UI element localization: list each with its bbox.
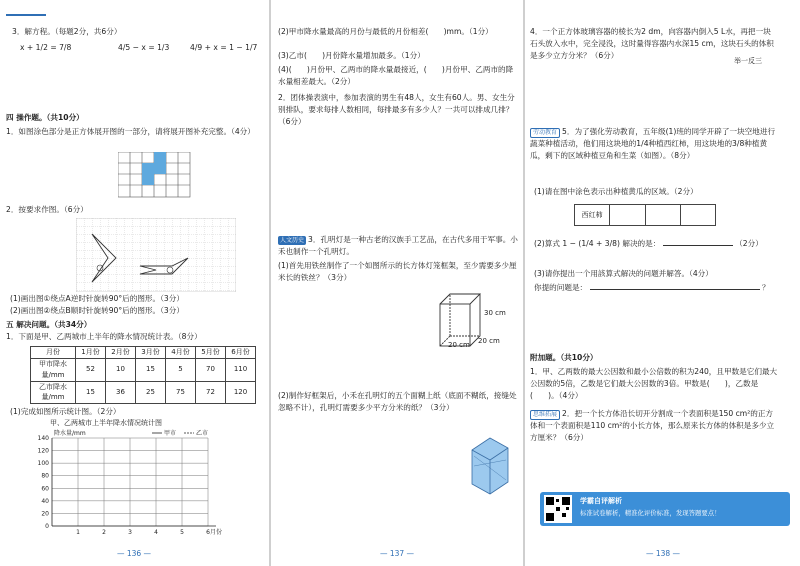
problem-q1-part2: (2)甲市降水量最高的月份与最低的月份相差( )mm。（1分） (278, 27, 493, 36)
problem-q5 (530, 126, 778, 162)
problem-q3-text: 3．孔明灯是一种古老的汉族手工艺品，在古代多用于军事。小禾也制作一个孔明灯。 (278, 235, 518, 256)
y-tick-label: 0 (45, 523, 49, 530)
problem-q5-part2 (534, 238, 782, 250)
problem-q3 (278, 234, 518, 258)
answer-line (663, 245, 733, 246)
operation-q2-part1: (1)画出图①绕点A逆时针旋转90°后的图形。（3分） (10, 294, 184, 303)
cube-net-grid (118, 152, 192, 198)
y-tick-label: 120 (37, 447, 49, 455)
x-tick-label: 3 (128, 529, 132, 536)
equation-1: x + 1/2 = 7/8 (20, 43, 72, 52)
problem-q1-part4: (4)( )月份甲、乙两市的降水量最接近，( )月份甲、乙两市的降水量相差最大。（2分） (278, 65, 514, 86)
problem-q2: 2．团体操表演中，参加表演的男生有48人，女生有60人。男、女生分别排队，要求每排人数相同，每排最多有多少人？一共可以排成几排？（6分） (278, 93, 515, 126)
table-row (31, 358, 256, 381)
table-cell: 15 (76, 381, 106, 404)
equation-3: 4/9 + x = 1 − 1/7 (190, 43, 258, 52)
dimension-width: 20 cm (478, 337, 500, 345)
lantern-illustration (468, 436, 512, 498)
table-header-cell: 6月份 (226, 347, 256, 359)
banner-text: 标准试卷解析，精准化评价标准，发现答题要点！ (580, 509, 721, 517)
table-cell: 36 (106, 381, 136, 404)
answer-line (590, 289, 760, 290)
self-evaluation-banner[interactable] (540, 492, 790, 526)
dimension-height: 30 cm (484, 309, 506, 317)
cube-net-face-4 (142, 174, 154, 185)
land-cell: 西红柿 (575, 205, 610, 225)
operation-q1: 1．如图涂色部分是正方体展开图的一部分，请将展开图补充完整。（4分） (6, 127, 255, 136)
operation-q2: 2．按要求作图。（6分） (6, 205, 88, 214)
table-header-cell: 4月份 (166, 347, 196, 359)
problem-q1-part1: (1)完成如图所示统计图。（2分） (10, 407, 121, 416)
section-problem-solving: 五 解决问题。（共34分） (6, 320, 92, 329)
problem-q5-part1: (1)请在图中涂色表示出种植黄瓜的区域。（2分） (534, 187, 698, 196)
question-label: 你提的问题是： (534, 283, 588, 292)
x-axis-label: 月份 (210, 529, 223, 536)
land-cell (646, 205, 681, 225)
y-tick-label: 20 (41, 510, 49, 518)
row-label: 甲市降水量/mm (31, 358, 76, 381)
cube-net-face-1 (154, 152, 166, 163)
problem-q5-question-line (534, 282, 782, 294)
y-tick-label: 140 (37, 435, 49, 442)
table-cell: 72 (196, 381, 226, 404)
y-tick-label: 80 (41, 472, 49, 480)
q3-title: 3．解方程。（每题2分，共6分） (12, 27, 122, 36)
dimension-depth: 20 cm (448, 341, 470, 349)
rainfall-table (30, 346, 256, 404)
chart-title: 甲、乙两城市上半年降水情况统计图 (50, 419, 162, 427)
page-138 (526, 0, 800, 566)
problem-q5-text: 5．为了强化劳动教育，五年级(1)班的同学开辟了一块空地进行蔬菜种植活动，他们用这块地的1/4种植西红柿，用这块地的3/8种植黄瓜，剩下的区域种植豆角和生菜（如图）。（8分） (530, 127, 776, 160)
operation-q2-part2: (2)画出图②绕点B顺时针旋转90°后的图形。（3分） (10, 306, 184, 315)
cube-net-face-2 (142, 163, 154, 174)
problem-q3-part2: (2)制作好框架后，小禾在孔明灯的五个面糊上纸（底面不糊纸，接缝处忽略不计），孔明灯需要多少平方分米的纸？（3分） (278, 391, 517, 412)
points-text: （2分） (735, 239, 763, 248)
equation-2: 4/5 − x = 1/3 (118, 43, 170, 52)
x-tick-label: 2 (102, 529, 106, 536)
y-axis-label: 降水量/mm (54, 430, 86, 437)
land-cell (610, 205, 645, 225)
table-row (31, 381, 256, 404)
legend-label: 甲市 (164, 430, 177, 437)
qr-code[interactable] (544, 495, 572, 523)
table-header-cell: 2月份 (106, 347, 136, 359)
x-tick-label: 4 (154, 529, 158, 536)
problem-q4: 4．一个正方体玻璃容器的棱长为2 dm，向容器内倒入5 L水，再把一块石头放入水中，完全浸没，这时量得容器内水深15 cm，这块石头的体积是多少立方分米？（6分） (530, 27, 774, 60)
cube-net-face-3 (154, 163, 166, 174)
table-cell: 110 (226, 358, 256, 381)
labor-education-tag: 劳动教育 (530, 128, 560, 138)
table-header-cell: 1月份 (76, 347, 106, 359)
table-cell: 70 (196, 358, 226, 381)
table-cell: 75 (166, 381, 196, 404)
table-cell: 25 (136, 381, 166, 404)
land-diagram (574, 204, 716, 226)
banner-title: 学霸自评解析 (580, 497, 622, 505)
rotation-grid (76, 218, 236, 292)
extra-q2 (530, 408, 778, 444)
table-header-cell: 3月份 (136, 347, 166, 359)
page-divider (523, 0, 525, 566)
page-137 (272, 0, 522, 566)
extra-q2-text: 2．把一个长方体沿长切开分割成一个表面积是150 cm²的正方体和一个表面积是110 cm²的小长方体，那么原来长方体的体积是多少立方厘米？（6分） (530, 409, 775, 442)
x-tick-label: 1 (76, 529, 80, 536)
humanities-tag: 人文历史 (280, 237, 305, 244)
land-cell (681, 205, 715, 225)
rainfall-line-chart (30, 428, 230, 540)
thinking-tag: 思维拓展 (530, 410, 560, 420)
formula-text: (2)算式 1 − (1/4 + 3/8) 解决的是： (534, 239, 661, 248)
qr-code-icon (544, 495, 572, 523)
table-header-row (31, 347, 256, 359)
problem-q1: 1．下面是甲、乙两城市上半年的降水情况统计表。（8分） (6, 332, 202, 341)
y-tick-label: 100 (37, 460, 49, 468)
extra-q1: 1．甲、乙两数的最大公因数和最小公倍数的积为240，且甲数是它们最大公因数的5倍，乙数是它们最大公因数的3倍。甲数是( )，乙数是( )。（4分） (530, 367, 778, 400)
page-136 (0, 0, 268, 566)
page-number: — 138 — (645, 549, 681, 559)
y-tick-label: 60 (41, 485, 49, 493)
problem-q1-part3: (3)乙市( )月份降水量增加最多。（1分） (278, 51, 425, 60)
question-mark: ？ (762, 283, 770, 292)
y-tick-label: 40 (41, 497, 49, 505)
table-cell: 120 (226, 381, 256, 404)
row-label: 乙市降水量/mm (31, 381, 76, 404)
x-tick-label: 6 (206, 529, 210, 536)
table-header-cell: 月份 (31, 347, 76, 359)
table-cell: 10 (106, 358, 136, 381)
extension-tag: 举一反三 (734, 57, 762, 65)
table-header-cell: 5月份 (196, 347, 226, 359)
legend-label: 乙市 (196, 430, 209, 437)
table-cell: 52 (76, 358, 106, 381)
section-operation: 四 操作题。（共10分） (6, 113, 84, 122)
table-cell: 15 (136, 358, 166, 381)
page-number: — 136 — (116, 549, 152, 559)
page-number: — 137 — (379, 549, 415, 559)
table-cell: 5 (166, 358, 196, 381)
x-tick-label: 5 (180, 529, 184, 536)
page-divider (269, 0, 271, 566)
problem-q3-part1: (1)首先用铁丝制作了一个如图所示的长方体灯笼框架，至少需要多少厘米长的铁丝？（3分） (278, 261, 517, 282)
section-extra: 附加题。（共10分） (530, 353, 598, 362)
problem-q5-part3: (3)请你提出一个用該算式解决的问题并解答。（4分） (534, 269, 713, 278)
